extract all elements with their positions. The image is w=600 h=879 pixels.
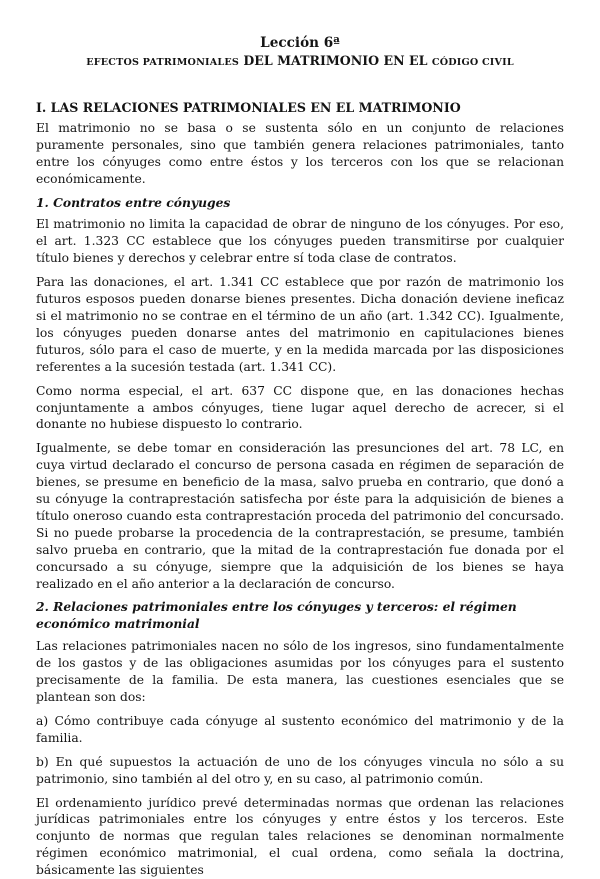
- section-heading: I. LAS RELACIONES PATRIMONIALES EN EL MATRIMONIO: [36, 100, 461, 115]
- paragraph: Igualmente, se debe tomar en consideración las presunciones del art. 78 LC, en cuya virtud declarado el concurso de persona casada en régimen de separación de bienes, se presume en beneficio de la masa, salvo prueba en contrario, que donó a su cónyuge la contraprestación satisfecha por éste para la adquisición de bienes a título oneroso cuando esta contraprestación proceda del patrimonio del concursado. Si no puede probarse la procedencia de la contraprestación, se presume, también salvo prueba en contrario, que la mitad de la contraprestación fue donada por el concursado a su cónyuge, siempre que la adquisición de los bienes se haya realizado en el año anterior a la declaración de concurso.: [36, 441, 564, 591]
- paragraph: Las relaciones patrimoniales nacen no sólo de los ingresos, sino fundamentalmente de los gastos y de las obligaciones asumidas por los cónyuges para el sustento precisamente de la familia. De esta manera, las cuestiones esenciales que se plantean son dos:: [36, 639, 564, 704]
- paragraph: El matrimonio no limita la capacidad de obrar de ninguno de los cónyuges. Por eso, el art. 1.323 CC establece que los cónyuges pueden transmitirse por cualquier título bienes y derechos y celebrar entre sí toda clase de contratos.: [36, 217, 564, 266]
- list-item: a) Cómo contribuye cada cónyuge al sustento económico del matrimonio y de la familia.: [36, 713, 564, 745]
- paragraph: El ordenamiento jurídico prevé determinadas normas que ordenan las relaciones jurídicas patrimoniales entre los cónyuges y entre éstos y los terceros. Este conjunto de normas que regulan tales relaciones se denominan normalmente régimen económico matrimonial, el cual ordena, como señala la doctrina, básicamente las siguientes: [36, 795, 564, 878]
- lesson-subtitle: [36, 52, 564, 72]
- paragraph: El matrimonio no se basa o se sustenta sólo en un conjunto de relaciones puramente personales, sino que también genera relaciones patrimoniales, tanto entre los cónyuges como entre éstos y los terceros con los que se relacionan económicamente.: [36, 120, 564, 186]
- subtitle-main: DEL MATRIMONIO EN EL: [238, 53, 432, 68]
- subtitle-smallcaps-2: CÓDIGO CIVIL: [431, 57, 514, 68]
- subtitle-smallcaps-1: EFECTOS PATRIMONIALES: [86, 57, 239, 68]
- list-item: b) En qué supuestos la actuación de uno de los cónyuges vincula no sólo a su patrimonio, sino también al del otro y, en su caso, al patrimonio común.: [36, 754, 564, 786]
- lesson-title: Lección 6ª: [260, 35, 340, 51]
- paragraph: Para las donaciones, el art. 1.341 CC establece que por razón de matrimonio los futuros esposos pueden donarse bienes presentes. Dicha donación deviene ineficaz si el matrimonio no se contrae en el término de un año (art. 1.342 CC). Igualmente, los cónyuges pueden donarse antes del matrimonio en capitulaciones bienes futuros, sólo para el caso de muerte, y en la medida marcada por las disposiciones referentes a la sucesión testada (art. 1.341 CC).: [36, 275, 564, 374]
- paragraph: Como norma especial, el art. 637 CC dispone que, en las donaciones hechas conjuntamente a ambos cónyuges, tiene lugar aquel derecho de acrecer, si el donante no hubiese dispuesto lo contrario.: [36, 383, 564, 432]
- subsection-heading: 1. Contratos entre cónyuges: [36, 194, 231, 210]
- subsection-heading: 2. Relaciones patrimoniales entre los cónyuges y terceros: el régimen económico matrimonial: [36, 599, 517, 632]
